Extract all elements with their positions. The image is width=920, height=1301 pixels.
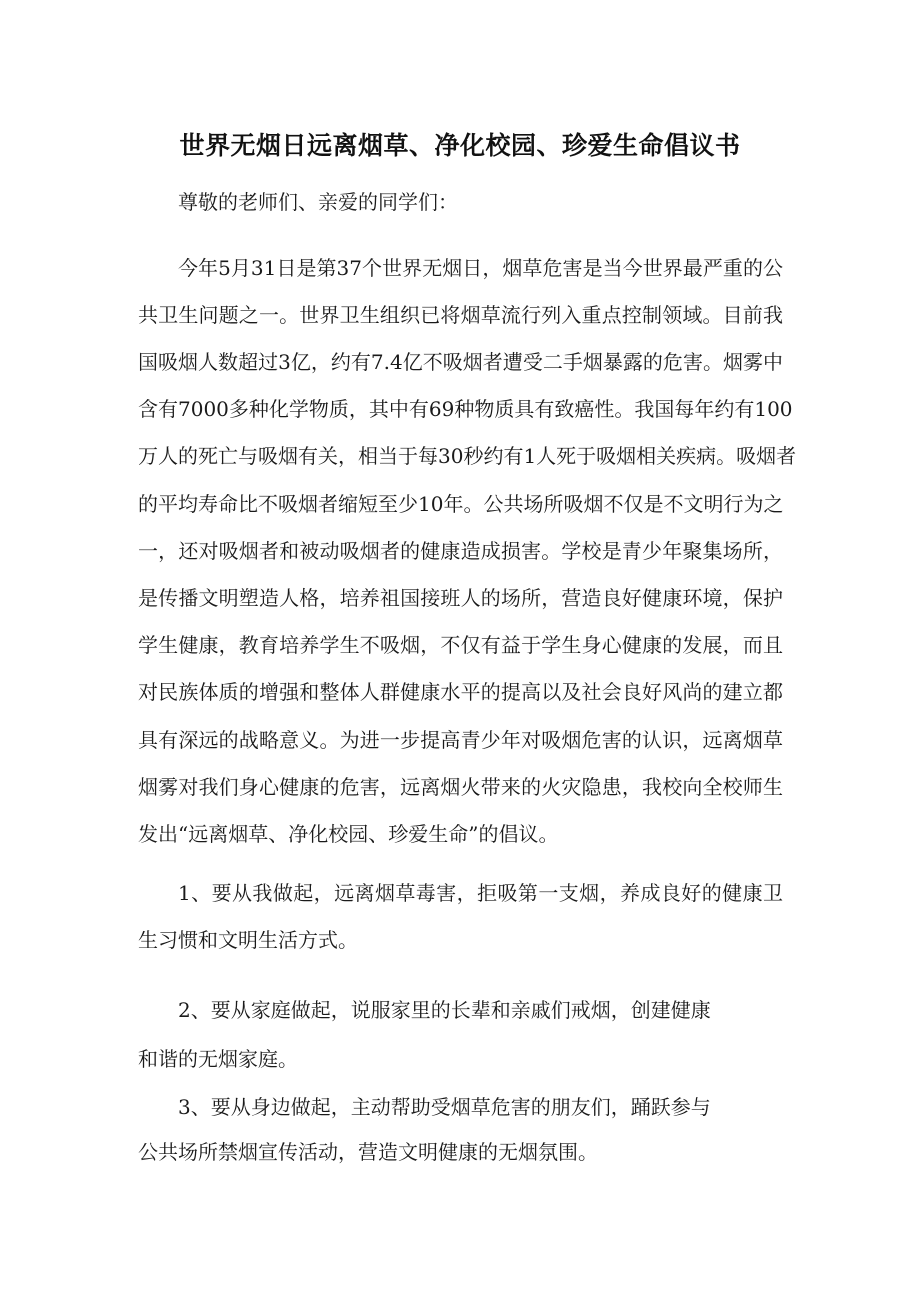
intro-line-13: 发出“远离烟草、净化校园、珍爱生命”的倡议。 (138, 822, 559, 846)
intro-line-7: 一，还对吸烟者和被动吸烟者的健康造成损害。学校是青少年聚集场所， (138, 539, 783, 563)
item-1-line-1: 1、要从我做起，远离烟草毒害，拒吸第一支烟，养成良好的健康卫 (178, 881, 783, 905)
intro-line-2: 共卫生问题之一。世界卫生组织已将烟草流行列入重点控制领域。目前我 (138, 303, 783, 327)
intro-line-3: 国吸烟人数超过3亿，约有7.4亿不吸烟者遭受二手烟暴露的危害。烟雾中 (138, 350, 783, 374)
intro-line-5: 万人的死亡与吸烟有关，相当于每30秒约有1人死于吸烟相关疾病。吸烟者 (138, 444, 797, 468)
item-2-line-2: 和谐的无烟家庭。 (138, 1047, 298, 1071)
item-2-line-1: 2、要从家庭做起，说服家里的长辈和亲戚们戒烟，创建健康 (178, 998, 711, 1022)
intro-line-4: 含有7000多种化学物质，其中有69种物质具有致癌性。我国每年约有100 (138, 397, 793, 421)
item-3-line-2: 公共场所禁烟宣传活动，营造文明健康的无烟氛围。 (138, 1140, 598, 1164)
salutation: 尊敬的老师们、亲爱的同学们： (178, 190, 458, 214)
intro-line-8: 是传播文明塑造人格，培养祖国接班人的场所，营造良好健康环境，保护 (138, 586, 783, 610)
intro-line-11: 具有深远的战略意义。为进一步提高青少年对吸烟危害的认识，远离烟草 (138, 728, 783, 752)
intro-line-10: 对民族体质的增强和整体人群健康水平的提高以及社会良好风尚的建立都 (138, 680, 783, 704)
document-title: 世界无烟日远离烟草、净化校园、珍爱生命倡议书 (179, 131, 741, 160)
item-1-line-2: 生习惯和文明生活方式。 (138, 928, 358, 952)
intro-line-1: 今年5月31日是第37个世界无烟日，烟草危害是当今世界最严重的公 (178, 256, 783, 280)
intro-line-9: 学生健康，教育培养学生不吸烟，不仅有益于学生身心健康的发展，而且 (138, 633, 783, 657)
item-3-line-1: 3、要从身边做起，主动帮助受烟草危害的朋友们，踊跃参与 (178, 1095, 711, 1119)
intro-line-6: 的平均寿命比不吸烟者缩短至少10年。公共场所吸烟不仅是不文明行为之 (138, 492, 784, 516)
intro-line-12: 烟雾对我们身心健康的危害，远离烟火带来的火灾隐患，我校向全校师生 (138, 775, 783, 799)
